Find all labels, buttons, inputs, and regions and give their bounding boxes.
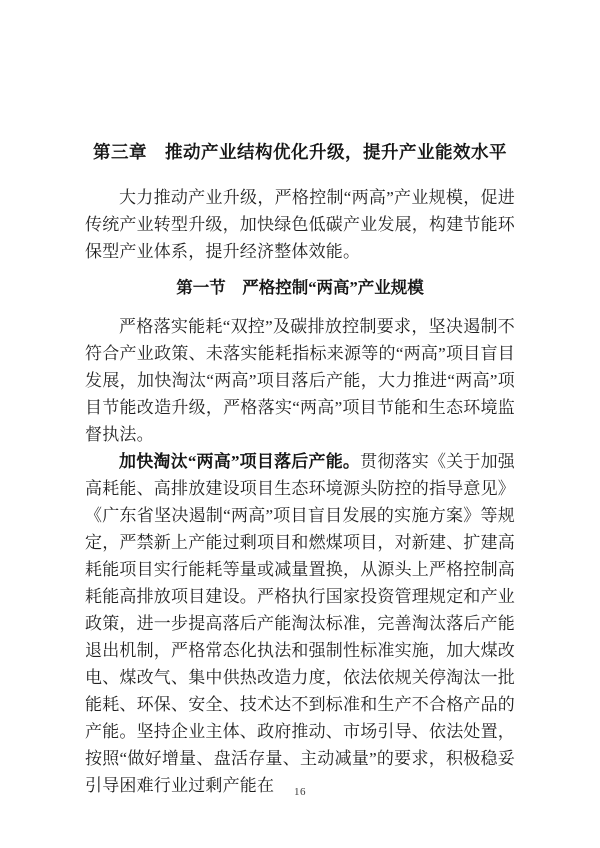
body-paragraph-2 [85,448,515,799]
intro-paragraph: 大力推动产业升级，严格控制“两高”产业规模，促进传统产业转型升级，加快绿色低碳产业发展，构建节能环保型产业体系，提升经济整体效能。 [85,188,515,261]
body-paragraph-1: 严格落实能耗“双控”及碳排放控制要求，坚决遏制不符合产业政策、未落实能耗指标来源等的“两高”项目盲目发展，加快淘汰“两高”项目落后产能，大力推进“两高”项目节能改造升级，严格落实“两高”项目节能和生态环境监督执法。 [85,317,515,444]
paragraph-2-lead: 加快淘汰“两高”项目落后产能。 [119,452,361,471]
section-title: 第一节 严格控制“两高”产业规模 [176,278,424,297]
paragraph-2-text: 贯彻落实《关于加强高耗能、高排放建设项目生态环境源头防控的指导意见》《广东省坚决遏制“两高”项目盲目发展的实施方案》等规定，严禁新上产能过剩项目和燃煤项目，对新建、扩建高耗能项目实行能耗等量或减量置换，从源头上严格控制高耗能高排放项目建设。严格执行国家投资管理规定和产业政策，进一步提高落后产能淘汰标准，完善淘汰落后产能退出机制，严格常态化执法和强制性标准实施，加大煤改电、煤改气、集中供热改造力度，依法依规关停淘汰一批能耗、环保、安全、技术达不到标准和生产不合格产品的产能。坚持企业主体、政府推动、市场引导、依法处置，按照“做好增量、盘活存量、主动减量”的要求，积极稳妥引导困难行业过剩产能在 [85,452,515,795]
page-number: 16 [294,786,306,798]
chapter-title: 第三章 推动产业结构优化升级，提升产业能效水平 [93,142,507,162]
